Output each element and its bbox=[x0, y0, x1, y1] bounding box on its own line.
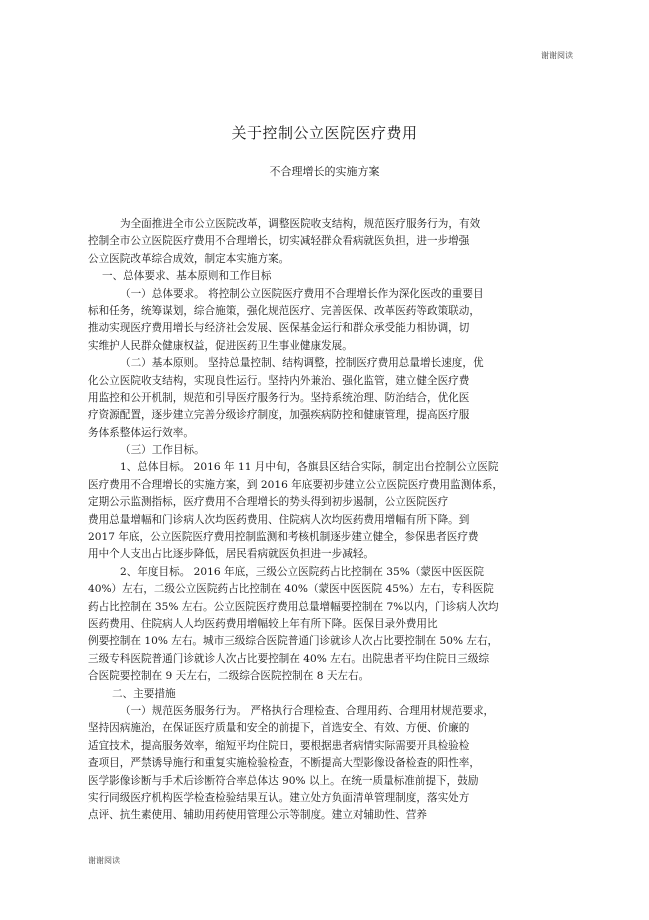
text-line: 医药费用、住院病人人均医药费用增幅较上年有所下降。医保目录外费用比 bbox=[88, 617, 438, 630]
text-line: （二）基本原则。 坚持总量控制、结构调整，控制医疗费用总量增长速度，优 bbox=[120, 357, 484, 370]
text-line: （一）总体要求。 将控制公立医院医疗费用不合理增长作为深化医改的重要目 bbox=[120, 287, 484, 300]
document-subtitle: 不合理增长的实施方案 bbox=[269, 165, 380, 178]
text-line: 医疗费用不合理增长的实施方案，到 2016 年底要初步建立公立医院医疗费用监测体系， bbox=[88, 478, 504, 491]
text-line: 公立医院改革综合成效，制定本实施方案。 bbox=[88, 252, 290, 265]
text-line: 例要控制在 10% 左右。城市三级综合医院普通门诊就诊人次占比要控制在 50% 左右， bbox=[88, 635, 499, 648]
text-line: 标和任务，统筹谋划，综合施策，强化规范医疗、完善医保、改革医药等政策联动， bbox=[88, 304, 480, 317]
text-line: （三）工作目标。 bbox=[120, 444, 205, 457]
text-line: 一、总体要求、基本原则和工作目标 bbox=[102, 270, 272, 283]
text-line: 疗资源配置，逐步建立完善分级诊疗制度，加强疾病防控和健康管理，提高医疗服 bbox=[88, 409, 470, 422]
document-body bbox=[88, 216, 562, 825]
text-line: 2、年度目标。 2016 年底，三级公立医院药占比控制在 35%（蒙医中医医院 bbox=[120, 565, 484, 578]
text-line: （一）规范医务服务行为。 严格执行合理检查、合理用药、合理用材规范要求， bbox=[120, 704, 495, 717]
text-line: 化公立医院收支结构，实现良性运行。坚持内外兼治、强化监管，建立健全医疗费 bbox=[88, 374, 470, 387]
text-line: 适宜技术，提高服务效率，缩短平均住院日，要根据患者病情实际需要开具检验检 bbox=[88, 739, 470, 752]
header-note: 谢谢阅读 bbox=[541, 51, 573, 60]
text-line: 医学影像诊断与手术后诊断符合率总体达 90% 以上。在统一质量标准前提下，鼓励 bbox=[88, 774, 479, 787]
footer-note: 谢谢阅读 bbox=[88, 856, 120, 865]
text-line: 用监控和公开机制，规范和引导医疗服务行为。坚持系统治理、防治结合，优化医 bbox=[88, 391, 470, 404]
text-line: 查项目，严禁诱导施行和重复实施检验检查，不断提高大型影像设备检查的阳性率， bbox=[88, 757, 480, 770]
text-line: 合医院要控制在 9 天左右，二级综合医院控制在 8 天左右。 bbox=[88, 670, 370, 683]
text-line: 点评、抗生素使用、辅助用药使用管理公示等制度。建立对辅助性、营养 bbox=[88, 809, 427, 822]
text-line: 推动实现医疗费用增长与经济社会发展、医保基金运行和群众承受能力相协调，切 bbox=[88, 322, 470, 335]
text-line: 定期公示监测指标，医疗费用不合理增长的势头得到初步遏制，公立医院医疗 bbox=[88, 496, 449, 509]
document-title: 关于控制公立医院医疗费用 bbox=[231, 124, 418, 142]
text-line: 2017 年底，公立医院医疗费用控制监测和考核机制逐步建立健全，参保患者医疗费 bbox=[88, 531, 479, 544]
text-line: 1、总体目标。 2016 年 11 月中旬，各旗县区结合实际，制定出台控制公立医院 bbox=[120, 461, 499, 474]
text-line: 实行同级医疗机构医学检查检验结果互认。建立处方负面清单管理制度，落实处方 bbox=[88, 791, 470, 804]
text-line: 二、主要措施 bbox=[112, 687, 176, 700]
text-line: 用中个人支出占比逐步降低，居民看病就医负担进一步减轻。 bbox=[88, 548, 375, 561]
text-line: 药占比控制在 35% 左右。公立医院医疗费用总量增幅要控制在 7%以内，门诊病人次均 bbox=[88, 600, 499, 613]
text-line: 控制全市公立医院医疗费用不合理增长，切实减轻群众看病就医负担，进一步增强 bbox=[88, 235, 470, 248]
text-line: 务体系整体运行效率。 bbox=[88, 426, 194, 439]
text-line: 坚持因病施治，在保证医疗质量和安全的前提下，首选安全、有效、方便、价廉的 bbox=[88, 722, 470, 735]
text-line: 费用总量增幅和门诊病人次均医药费用、住院病人次均医药费用增幅有所下降。到 bbox=[88, 513, 470, 526]
text-line: 三级专科医院普通门诊就诊人次占比要控制在 40% 左右。出院患者平均住院日三级综 bbox=[88, 652, 490, 665]
text-line: 40%）左右，二级公立医院药占比控制在 40%（蒙医中医医院 45%）左右，专科医院 bbox=[88, 583, 494, 596]
text-line: 为全面推进全市公立医院改革，调整医院收支结构，规范医疗服务行为，有效 bbox=[120, 218, 481, 230]
text-line: 实维护人民群众健康权益，促进医药卫生事业健康发展。 bbox=[88, 339, 353, 352]
